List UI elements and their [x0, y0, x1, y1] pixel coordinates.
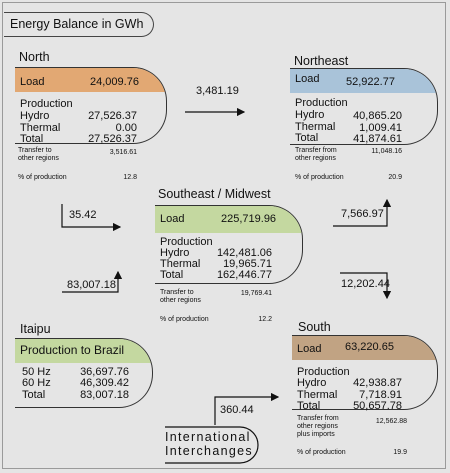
- north-transfer-label: Transfer to other regions: [18, 147, 59, 162]
- south-transfer-label: Transfer from other regions plus imports: [297, 415, 339, 438]
- flow-southeast-northeast-label: 7,566.97: [341, 208, 384, 220]
- northeast-production-label: Production: [295, 97, 348, 109]
- flow-north-southeast-label: 35.42: [69, 209, 97, 221]
- south-transfer-value: 12,562.88: [375, 418, 407, 425]
- flow-international-south-label: 360.44: [220, 404, 254, 416]
- northeast-transfer-value: 11,048.16: [371, 148, 402, 155]
- south-load-value: 63,220.65: [345, 341, 394, 353]
- southeast-hydro-value: 142,481.06: [216, 247, 272, 259]
- northeast-thermal-label: Thermal: [295, 121, 336, 133]
- itaipu-region-name: Itaipu: [20, 322, 51, 336]
- north-thermal-label: Thermal: [20, 122, 61, 134]
- diagram-title: Energy Balance in GWh: [10, 17, 144, 31]
- northeast-region-name: Northeast: [294, 54, 349, 68]
- south-hydro-label: Hydro: [297, 377, 327, 389]
- itaipu-band-label: Production to Brazil: [20, 343, 125, 357]
- north-load-label: Load: [20, 76, 45, 88]
- southeast-thermal-label: Thermal: [160, 258, 201, 270]
- international-interchanges-label: International Interchanges: [165, 430, 253, 458]
- flow-itaipu-southeast-label: 83,007.18: [67, 279, 116, 291]
- north-pct-value: 12.8: [123, 174, 137, 181]
- north-transfer-value: 3,516.61: [109, 149, 137, 156]
- northeast-load-value: 52,922.77: [346, 76, 395, 88]
- southeast-pct-value: 12.2: [258, 316, 272, 323]
- flow-southeast-south-label: 12,202.44: [341, 278, 390, 290]
- south-production-label: Production: [297, 366, 350, 378]
- northeast-pct-value: 20.9: [388, 174, 402, 181]
- itaipu-60hz-value: 46,309.42: [80, 377, 129, 389]
- north-pct-label: % of production: [18, 174, 67, 181]
- northeast-hydro-value: 40,865.20: [353, 110, 402, 122]
- itaipu-60hz-label: 60 Hz: [22, 377, 51, 389]
- southeast-total-label: Total: [160, 269, 184, 281]
- itaipu-total-label: Total: [22, 389, 46, 401]
- northeast-total-label: Total: [295, 132, 319, 144]
- south-total-label: Total: [297, 400, 321, 412]
- southeast-production-label: Production: [160, 236, 213, 248]
- itaipu-50hz-label: 50 Hz: [22, 366, 51, 378]
- north-total-value: 27,526.37: [88, 133, 137, 145]
- north-thermal-value: 0.00: [115, 122, 137, 134]
- south-load-label: Load: [297, 343, 322, 355]
- southeast-thermal-value: 19,965.71: [223, 258, 272, 270]
- northeast-hydro-label: Hydro: [295, 109, 325, 121]
- south-thermal-label: Thermal: [297, 389, 338, 401]
- south-total-value: 50,657.78: [353, 400, 402, 412]
- northeast-total-value: 41,874.61: [353, 133, 402, 145]
- southeast-load-value: 225,719.96: [221, 213, 277, 225]
- itaipu-50hz-value: 36,697.76: [80, 366, 129, 378]
- southeast-region-name: Southeast / Midwest: [158, 187, 271, 201]
- northeast-transfer-label: Transfer from other regions: [295, 147, 337, 162]
- south-pct-label: % of production: [297, 449, 346, 456]
- southeast-hydro-label: Hydro: [160, 247, 190, 259]
- south-region-name: South: [298, 320, 331, 334]
- south-thermal-value: 7,718.91: [359, 389, 402, 401]
- north-load-value: 24,009.76: [90, 76, 139, 88]
- north-hydro-label: Hydro: [20, 110, 50, 122]
- flow-north-northeast-label: 3,481.19: [196, 85, 239, 97]
- south-pct-value: 19.9: [393, 449, 407, 456]
- southeast-transfer-label: Transfer to other regions: [160, 289, 201, 304]
- southeast-transfer-value: 19,769.41: [240, 290, 272, 297]
- southeast-pct-label: % of production: [160, 316, 209, 323]
- north-region-name: North: [19, 50, 50, 64]
- southeast-total-value: 162,446.77: [216, 269, 272, 281]
- northeast-thermal-value: 1,009.41: [359, 122, 402, 134]
- northeast-pct-label: % of production: [295, 174, 344, 181]
- southeast-load-label: Load: [160, 213, 185, 225]
- northeast-load-label: Load: [295, 73, 320, 85]
- south-hydro-value: 42,938.87: [353, 377, 402, 389]
- north-total-label: Total: [20, 133, 44, 145]
- itaipu-total-value: 83,007.18: [80, 389, 129, 401]
- north-hydro-value: 27,526.37: [88, 110, 137, 122]
- north-production-label: Production: [20, 98, 73, 110]
